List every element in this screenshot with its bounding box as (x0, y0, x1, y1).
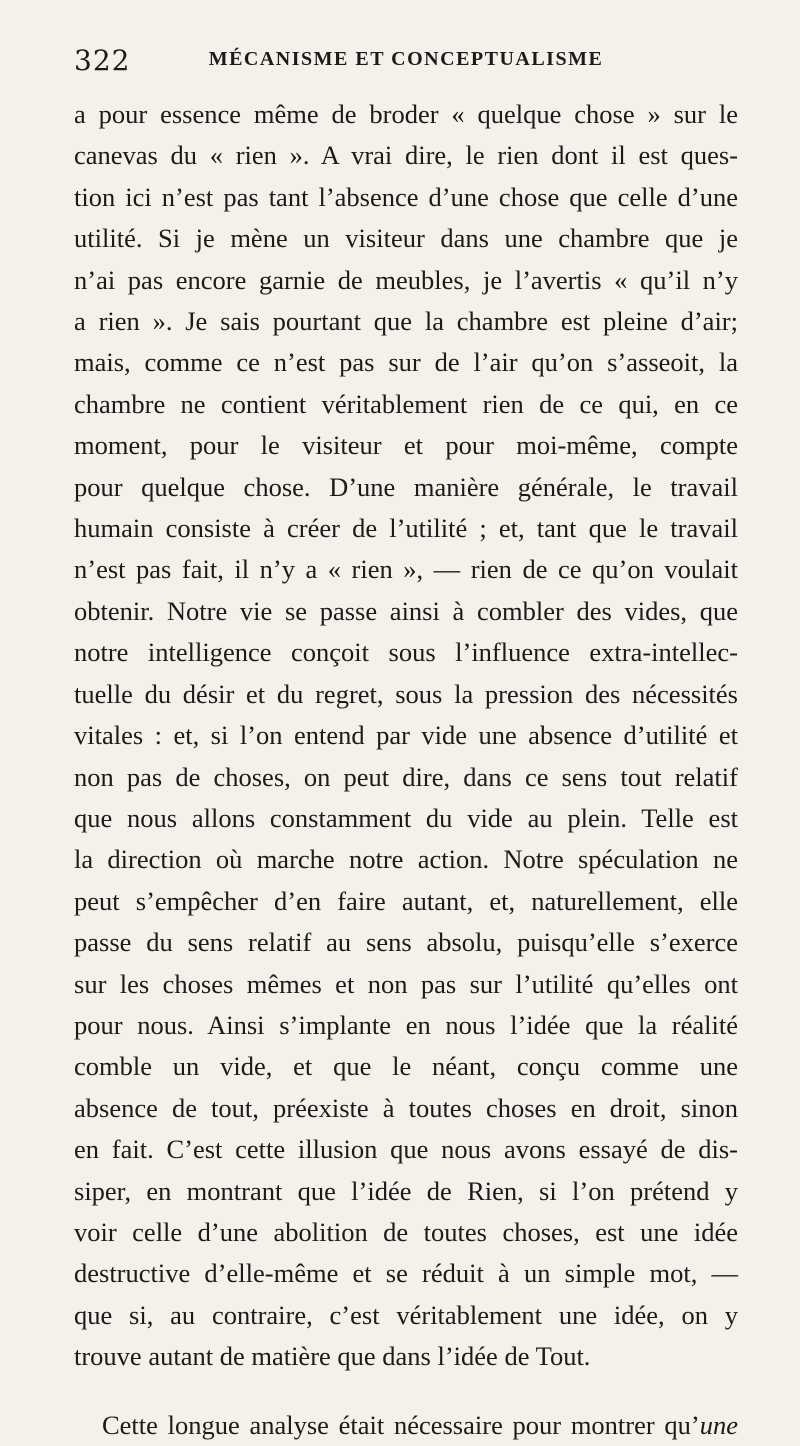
text-line: mais, comme ce n’est pas sur de l’air qu’on s’asseoit, la (74, 347, 738, 378)
text-line: que nous allons constamment du vide au plein. Telle est (74, 802, 738, 833)
text-line: tuelle du désir et du regret, sous la pression des nécessités (74, 678, 738, 709)
text-line: n’est pas fait, il n’y a « rien », — rien de ce qu’on voulait (74, 554, 738, 585)
text-line: moment, pour le visiteur et pour moi-même, compte (74, 430, 738, 461)
text-line: en fait. C’est cette illusion que nous avons essayé de dis- (74, 1134, 738, 1165)
text-line: obtenir. Notre vie se passe ainsi à combler des vides, que (74, 595, 738, 626)
text-line: chambre ne contient véritablement rien de ce qui, en ce (74, 388, 738, 419)
running-head (74, 40, 738, 76)
paragraph-continuation (74, 1405, 738, 1446)
text-line: vitales : et, si l’on entend par vide une absence d’utilité et (74, 720, 738, 751)
text-line: la direction où marche notre action. Notre spéculation ne (74, 844, 738, 875)
text-line: non pas de choses, on peut dire, dans ce sens tout relatif (74, 761, 738, 792)
text-line: absence de tout, préexiste à toutes choses en droit, sinon (74, 1092, 738, 1123)
text-line: a pour essence même de broder « quelque chose » sur le (74, 99, 738, 129)
text-line: sur les choses mêmes et non pas sur l’utilité qu’elles ont (74, 968, 738, 999)
text-line: canevas du « rien ». A vrai dire, le rien dont il est ques- (74, 140, 738, 171)
text-line: siper, en montrant que l’idée de Rien, si l’on prétend y (74, 1175, 738, 1206)
text-line: destructive d’elle-même et se réduit à un simple mot, — (74, 1258, 738, 1289)
text-line: passe du sens relatif au sens absolu, puisqu’elle s’exerce (74, 927, 738, 958)
text-line: utilité. Si je mène un visiteur dans une chambre que je (74, 223, 738, 254)
paragraph-text: Cette longue analyse était nécessaire pour montrer qu’ (102, 1409, 700, 1440)
text-line: peut s’empêcher d’en faire autant, et, naturellement, elle (74, 885, 738, 916)
text-line: pour quelque chose. D’une manière générale, le travail (74, 471, 738, 502)
text-line: humain consiste à créer de l’utilité ; et, tant que le travail (74, 513, 738, 544)
paragraph-italic-word: une (699, 1409, 738, 1440)
text-line: a rien ». Je sais pourtant que la chambre est pleine d’air; (74, 306, 738, 337)
text-line: notre intelligence conçoit sous l’influence extra-intellec- (74, 637, 738, 668)
text-line: tion ici n’est pas tant l’absence d’une chose que celle d’une (74, 181, 738, 212)
paragraph-body (74, 94, 738, 1378)
running-title: MÉCANISME ET CONCEPTUALISME (208, 48, 604, 70)
text-line: que si, au contraire, c’est véritablement une idée, on y (74, 1299, 738, 1330)
text-line: comble un vide, et que le néant, conçu comme une (74, 1051, 738, 1082)
text-line: pour nous. Ainsi s’implante en nous l’idée que la réalité (74, 1009, 738, 1040)
text-line: trouve autant de matière que dans l’idée de Tout. (74, 1341, 591, 1372)
text-line: voir celle d’une abolition de toutes choses, est une idée (74, 1216, 738, 1247)
page-number: 322 (74, 44, 131, 77)
text-line: n’ai pas encore garnie de meubles, je l’avertis « qu’il n’y (74, 264, 738, 295)
